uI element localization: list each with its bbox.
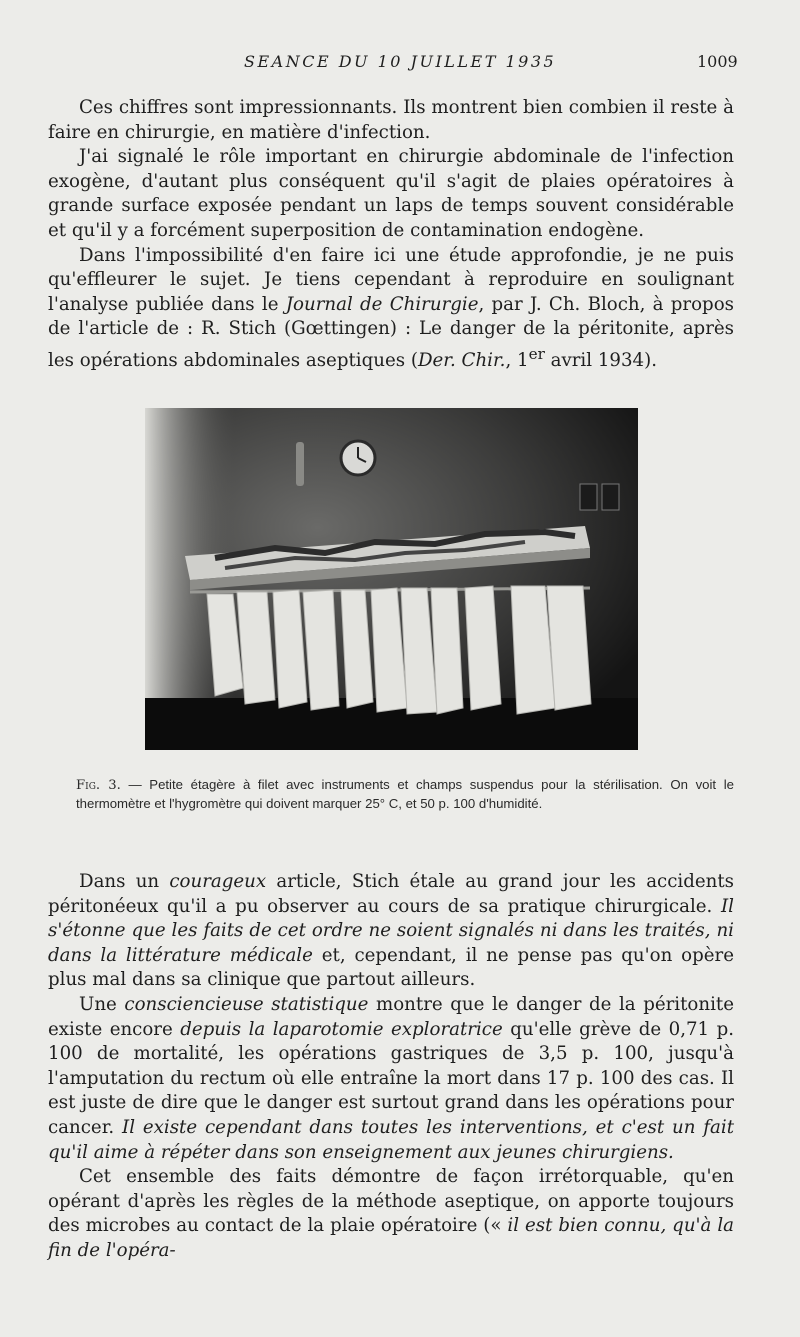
running-head: SEANCE DU 10 JUILLET 1935 [244,52,557,71]
paragraph: J'ai signalé le rôle important en chirurgie abdominale de l'infection exogène, d'autant plus conséquent qu'il s'agit de plaies opératoires à grande surface exposée pendant un laps de temps souvent considérable et qu'il y a forcément superposition de contamination endogène. [48,146,734,241]
paragraph: Une consciencieuse statistique montre que le danger de la péritonite existe encore depuis la laparotomie exploratrice qu'elle grève de 0,71 p. 100 de mortalité, les opérations gastriques de 3,5 p. 100, jusqu'à l'amputation du rectum où elle entraîne la mort dans 17 p. 100 des cas. Il est juste de dire que le danger est surtout grand dans les opérations pour cancer. Il existe cependant dans toutes les interventions, et c'est un fait qu'il aime à répéter dans son enseignement aux jeunes chirurgiens. [48,993,734,1163]
body-text-top [48,96,734,374]
paragraph: Dans l'impossibilité d'en faire ici une étude approfondie, je ne puis qu'effleurer le sujet. Je tiens cependant à reproduire en soulignant l'analyse publiée dans le Journal de Chirurgie, par J. Ch. Bloch, à propos de l'article de : R. Stich (Gœttingen) : Le danger de la péritonite, après les opérations abdominales aseptiques (Der. Chir., 1er avril 1934). [48,244,734,371]
paragraph: Ces chiffres sont impressionnants. Ils montrent bien combien il reste à faire en chirurgie, en matière d'infection. [48,97,734,143]
page-header [0,52,800,76]
figure-caption [76,776,734,812]
hygrometer-icon [580,484,597,510]
source-title: Der. Chir. [417,350,506,371]
paragraph: Cet ensemble des faits démontre de façon irrétorquable, qu'en opérant d'après les règles de la méthode aseptique, on apporte toujours des microbes au contact de la plaie opératoire (« il est bien connu, qu'à la fin de l'opéra- [48,1166,734,1261]
paragraph: Dans un courageux article, Stich étale au grand jour les accidents péritonéeux qu'il a pu observer au cours de sa pratique chirurgicale. Il s'étonne que les faits de cet ordre ne soient signalés ni dans les traités, ni dans la littérature médicale et, cependant, il ne pense pas qu'on opère plus mal dans sa clinique que partout ailleurs. [48,871,734,991]
thermometer-icon [296,442,304,486]
figure-photograph [145,408,638,750]
body-text-bottom [48,870,734,1264]
figure-label: Fig. 3. [76,778,121,793]
caption-text: — Petite étagère à filet avec instruments et champs suspendus pour la stérilisation. On voit le thermomètre et l'hygromètre qui doivent marquer 25° C, et 50 p. 100 d'humidité. [76,777,734,811]
page-number: 1009 [697,52,738,71]
journal-title: Journal de Chirurgie [285,293,479,315]
